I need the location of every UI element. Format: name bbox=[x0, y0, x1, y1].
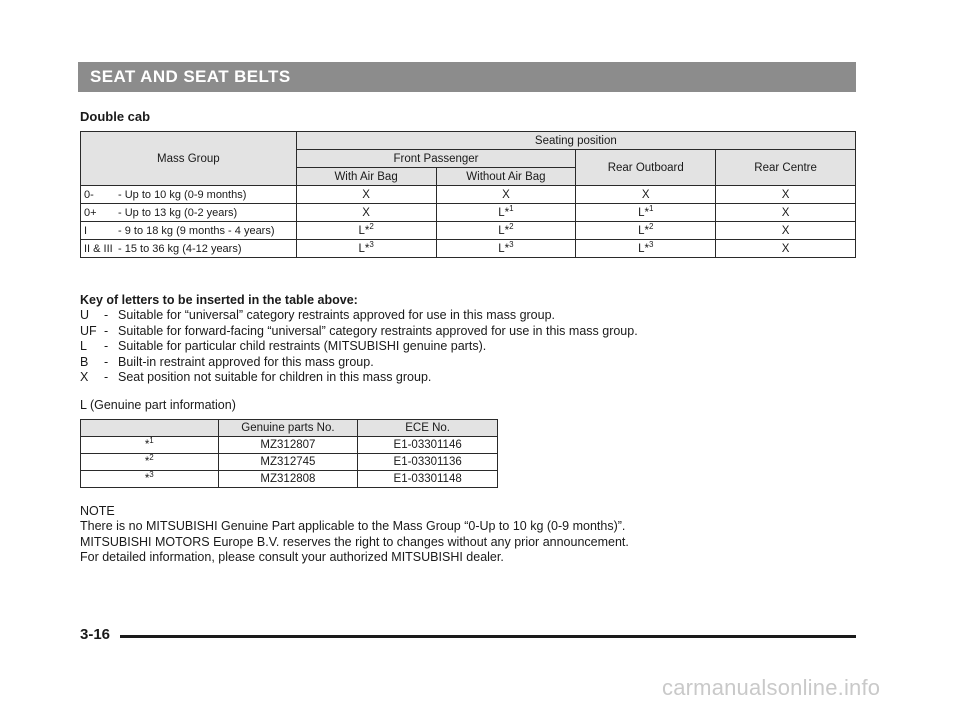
seating-position-header: Seating position bbox=[296, 132, 855, 150]
note-line: For detailed information, please consult your authorized MITSUBISHI dealer. bbox=[80, 550, 504, 565]
key-item: B - Built-in restraint approved for this mass group. bbox=[80, 354, 374, 369]
with-air-bag-cell: X bbox=[296, 204, 436, 222]
rear-outboard-cell: L*$^3$ bbox=[576, 240, 716, 258]
footnote-mark-cell: *$^1$ bbox=[81, 437, 219, 454]
mass-group-cell: 0- - Up to 10 kg (0-9 months) bbox=[81, 186, 297, 204]
table-row bbox=[81, 471, 498, 488]
rear-centre-cell: X bbox=[716, 186, 856, 204]
note-heading: NOTE bbox=[80, 504, 115, 518]
subsection-title: Double cab bbox=[80, 109, 151, 124]
rear-centre-cell: X bbox=[716, 240, 856, 258]
footnote-mark-cell: *$^2$ bbox=[81, 454, 219, 471]
without-air-bag-cell: L*$^1$ bbox=[436, 204, 576, 222]
parts-blank-header bbox=[81, 420, 219, 437]
watermark: carmanualsonline.info bbox=[662, 675, 881, 700]
seating-position-table bbox=[80, 131, 856, 258]
part-number-cell: MZ312745 bbox=[218, 454, 358, 471]
rear-centre-cell: X bbox=[716, 204, 856, 222]
genuine-part-label: L (Genuine part information) bbox=[80, 398, 236, 412]
part-number-cell: MZ312808 bbox=[218, 471, 358, 488]
note-line: There is no MITSUBISHI Genuine Part applicable to the Mass Group “0-Up to 10 kg (0-9 months)”. bbox=[80, 519, 626, 534]
mass-group-header: Mass Group bbox=[81, 132, 297, 186]
key-item: X - Seat position not suitable for children in this mass group. bbox=[80, 370, 432, 385]
table-row bbox=[81, 204, 856, 222]
table-row bbox=[81, 437, 498, 454]
table-row bbox=[81, 240, 856, 258]
mass-group-cell: II & III - 15 to 36 kg (4-12 years) bbox=[81, 240, 297, 258]
key-item: U - Suitable for “universal” category restraints approved for use in this mass group. bbox=[80, 308, 556, 323]
ece-no-header: ECE No. bbox=[358, 420, 498, 437]
ece-number-cell: E1-03301148 bbox=[358, 471, 498, 488]
rear-centre-header: Rear Centre bbox=[716, 150, 856, 186]
part-number-cell: MZ312807 bbox=[218, 437, 358, 454]
footnote-mark-cell: *$^3$ bbox=[81, 471, 219, 488]
genuine-parts-table bbox=[80, 419, 498, 488]
rear-outboard-cell: L*$^2$ bbox=[576, 222, 716, 240]
mass-group-cell: 0+ - Up to 13 kg (0-2 years) bbox=[81, 204, 297, 222]
mass-group-cell: I - 9 to 18 kg (9 months - 4 years) bbox=[81, 222, 297, 240]
key-item: UF - Suitable for forward-facing “universal” category restraints approved for use in this mass group. bbox=[80, 323, 638, 338]
section-header-title: SEAT AND SEAT BELTS bbox=[90, 67, 291, 86]
note-line: MITSUBISHI MOTORS Europe B.V. reserves the right to changes without any prior announcement. bbox=[80, 534, 629, 549]
key-of-letters bbox=[80, 293, 638, 385]
rear-centre-cell: X bbox=[716, 222, 856, 240]
without-air-bag-cell: L*$^2$ bbox=[436, 222, 576, 240]
ece-number-cell: E1-03301146 bbox=[358, 437, 498, 454]
without-air-bag-cell: L*$^3$ bbox=[436, 240, 576, 258]
key-item: L - Suitable for particular child restraints (MITSUBISHI genuine parts). bbox=[80, 339, 487, 354]
page-number: 3-16 bbox=[80, 626, 111, 643]
table-row bbox=[81, 454, 498, 471]
table-row bbox=[81, 186, 856, 204]
with-air-bag-cell: L*$^2$ bbox=[296, 222, 436, 240]
table-row bbox=[81, 222, 856, 240]
section-header-bar bbox=[78, 62, 856, 92]
without-air-bag-cell: X bbox=[436, 186, 576, 204]
with-air-bag-header: With Air Bag bbox=[296, 168, 436, 186]
rear-outboard-cell: L*$^1$ bbox=[576, 204, 716, 222]
note-block bbox=[80, 504, 629, 566]
genuine-parts-no-header: Genuine parts No. bbox=[218, 420, 358, 437]
with-air-bag-cell: L*$^3$ bbox=[296, 240, 436, 258]
front-passenger-header: Front Passenger bbox=[296, 150, 576, 168]
ece-number-cell: E1-03301136 bbox=[358, 454, 498, 471]
rear-outboard-cell: X bbox=[576, 186, 716, 204]
without-air-bag-header: Without Air Bag bbox=[436, 168, 576, 186]
with-air-bag-cell: X bbox=[296, 186, 436, 204]
key-title: Key of letters to be inserted in the table above: bbox=[80, 293, 358, 307]
rear-outboard-header: Rear Outboard bbox=[576, 150, 716, 186]
footer-rule bbox=[120, 635, 856, 638]
